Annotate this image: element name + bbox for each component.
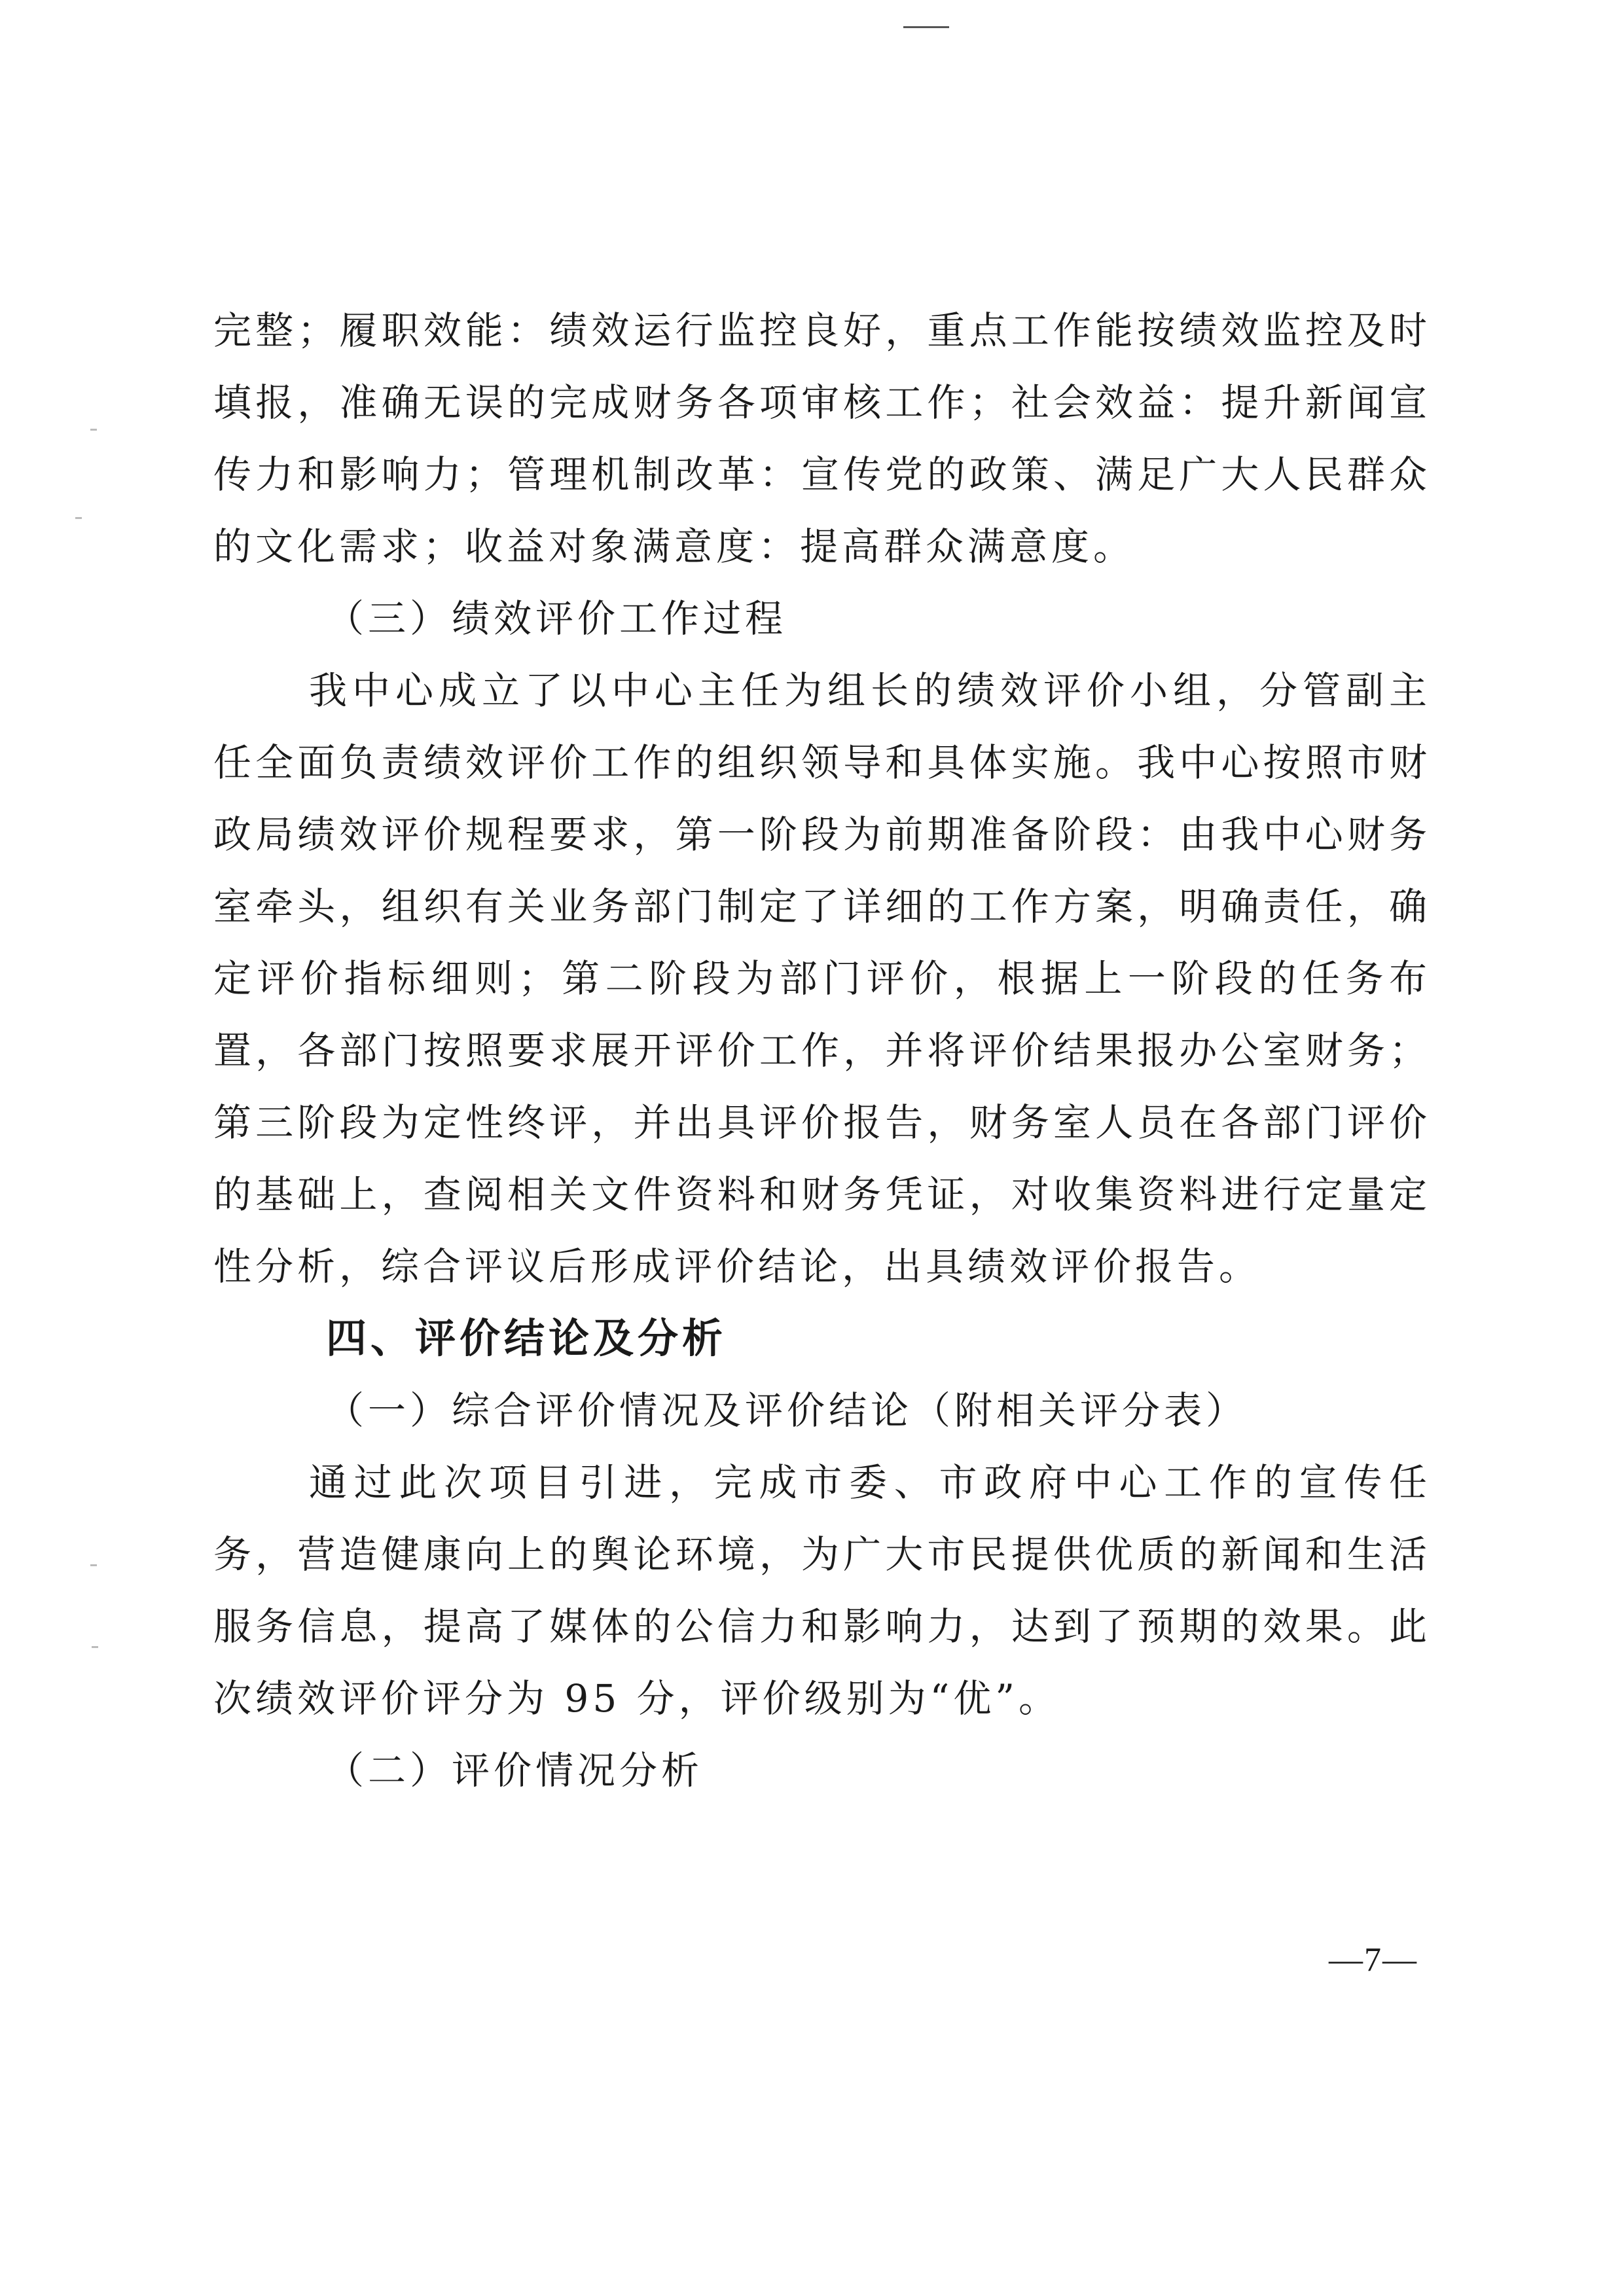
paragraph-evaluation-process: 我中心成立了以中心主任为组长的绩效评价小组，分管副主任全面负责绩效评价工作的组织领导和具体实施。我中心按照市财政局绩效评价规程要求，第一阶段为前期准备阶段：由我中心财务室牵头，组织有关业务部门制定了详细的工作方案，明确责任，确定评价指标细则；第二阶段为部门评价，根据上一阶段的任务布置，各部门按照要求展开评价工作，并将评价结果报办公室财务；第三阶段为定性终评，并出具评价报告，财务室人员在各部门评价的基础上，查阅相关文件资料和财务凭证，对收集资料进行定量定性分析，综合评议后形成评价结论，出具绩效评价报告。 [213,668,1431,1289]
scan-speck [92,1646,98,1648]
page-number: —7— [1329,1941,1418,1979]
subheading-overall-conclusion: （一）综合评价情况及评价结论（附相关评分表） [326,1388,1248,1433]
paragraph-overall-conclusion: 通过此次项目引进，完成市委、市政府中心工作的宣传任务，营造健康向上的舆论环境，为广大市民提供优质的新闻和生活服务信息，提高了媒体的公信力和影响力，达到了预期的效果。此次绩效评价评分为 95 分，评价级别为“优”。 [213,1460,1431,1721]
section-heading-conclusion: 四、评价结论及分析 [326,1314,727,1362]
subheading-evaluation-process: （三）绩效评价工作过程 [326,596,787,641]
document-body [213,295,1431,1806]
paragraph-performance-summary: 完整；履职效能：绩效运行监控良好，重点工作能按绩效监控及时填报，准确无误的完成财务各项审核工作；社会效益：提升新闻宣传力和影响力；管理机制改革：宣传党的政策、满足广大人民群众的文化需求；收益对象满意度：提高群众满意度。 [213,308,1431,569]
scan-speck [75,517,82,519]
scan-speck [90,1564,97,1566]
subheading-analysis: （二）评价情况分析 [326,1748,704,1793]
scan-top-mark [903,26,949,28]
scan-speck [90,429,97,431]
